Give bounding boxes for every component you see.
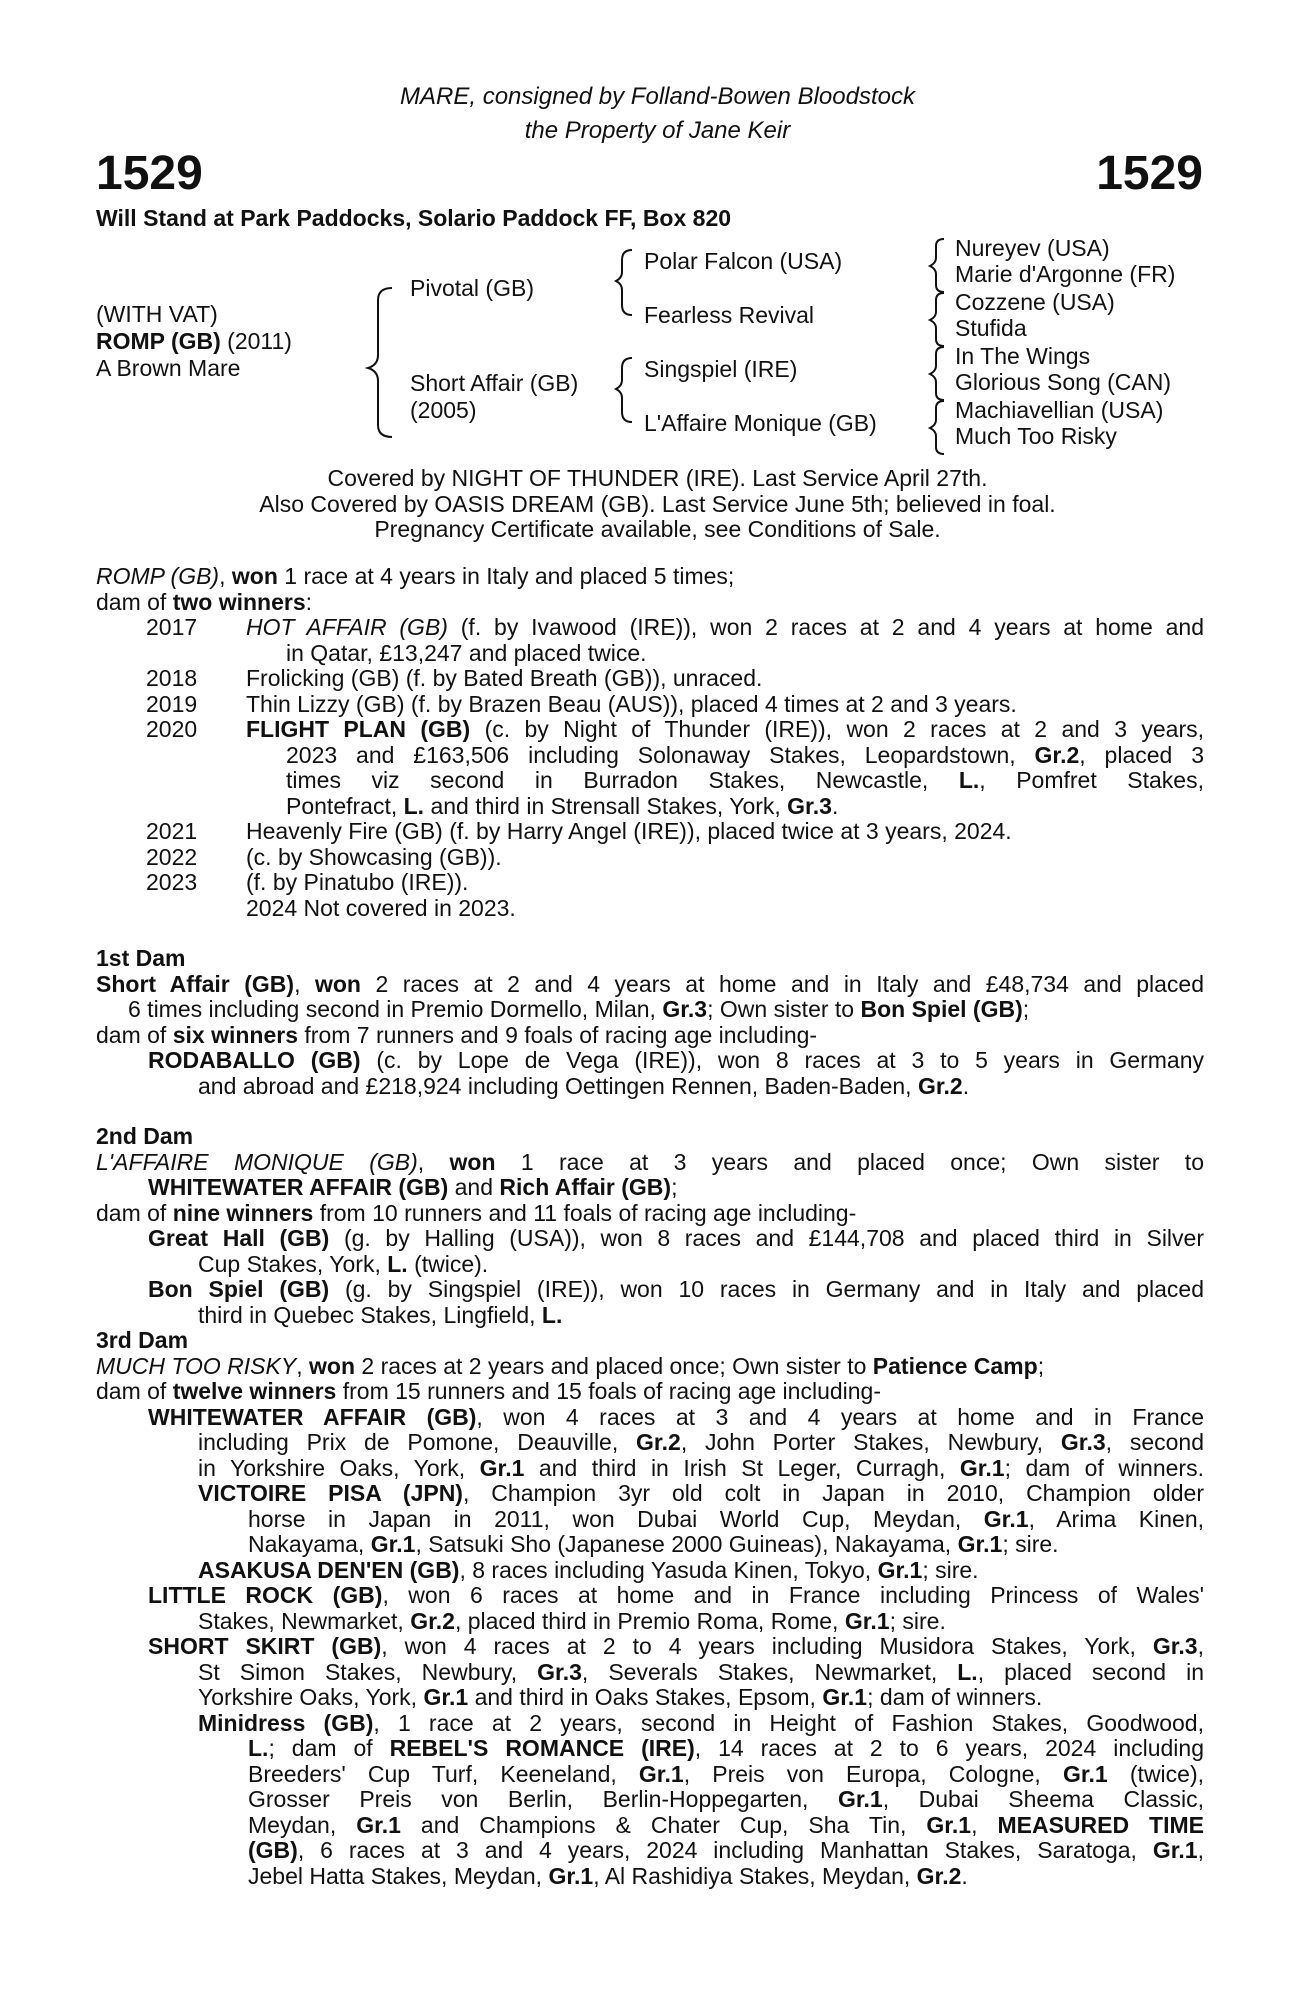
winners-count: nine winners [172,1199,314,1226]
runner-name: Great Hall (GB) [148,1225,330,1251]
dam-of: dam of [96,588,173,615]
grade: Gr.3 [662,996,708,1022]
dam-dam-dam: Much Too Risky [955,423,1117,449]
text: 2 races at 2 and 4 years at home and in Italy and £48,734 and placed [360,970,1205,997]
dam-line [96,1175,1204,1201]
text: , Severals Stakes, Newmarket, [581,1658,958,1685]
produce-line: Frolicking (GB) (f. by Bated Breath (GB)), unraced. [246,665,763,691]
text: (c. by Lope de Vega (IRE)), won 8 races at 3 to 5 years in Germany [360,1047,1204,1073]
grade: Gr.1 [959,1454,1005,1481]
produce-year: 2017 [146,614,198,640]
dam-line [96,1048,1204,1074]
runner-name: REBEL'S ROMANCE (IRE) [389,1735,695,1761]
text: (g. by Singspiel (IRE)), won 10 races in Germany and in Italy and placed [329,1276,1204,1302]
text: ; dam of [268,1735,390,1761]
produce-item [96,717,1204,819]
sibling-name: WHITEWATER AFFAIR (GB) [148,1174,449,1200]
grade: L. [541,1301,563,1328]
winners-count: twelve winners [172,1378,337,1404]
dam-line [96,1634,1204,1660]
text: 2 races at 2 years and placed once; Own sister to [355,1352,873,1379]
dam: Short Affair (GB) [410,370,579,396]
dam-line [96,1864,1204,1890]
text: , placed second in [977,1658,1204,1685]
dam-line [96,1685,1204,1711]
vat-note: (WITH VAT) [96,301,218,327]
text: third in Quebec Stakes, Lingfield, [198,1301,542,1328]
grade: Gr.1 [983,1505,1029,1532]
sibling-name: Patience Camp [872,1352,1038,1379]
dam-line [96,1226,1204,1252]
grade: L. [248,1735,269,1761]
text: , second [1105,1429,1204,1455]
dam-name: MUCH TOO RISKY [96,1352,297,1379]
produce-year: 2022 [146,843,198,870]
text: dam of [96,1378,173,1404]
produce-year: 2019 [146,690,198,717]
dam-line [96,1838,1204,1864]
won-label: won [231,563,278,589]
text: (g. by Halling (USA)), won 8 races and £144,708 and placed third in Silver [329,1225,1204,1251]
text: and third in Oaks Stakes, Epsom, [468,1684,823,1710]
dam-line [96,1430,1204,1456]
grade: Gr.2 [917,1072,963,1099]
text: 1 race at 3 years and placed once; Own sister to [495,1148,1204,1175]
grade: Gr.2 [916,1862,962,1889]
text: including Prix de Pomone, Deauville, [198,1429,637,1455]
dam-line [96,1711,1204,1737]
dam-dam: L'Affaire Monique (GB) [644,410,877,436]
sep: , [296,1352,309,1379]
produce-line: Thin Lizzy (GB) (f. by Brazen Beau (AUS)), placed 4 times at 2 and 3 years. [246,690,1017,717]
runner-name: ASAKUSA DEN'EN (GB) [198,1556,460,1583]
grade: Gr.1 [370,1531,416,1557]
text: , won 4 races at 2 to 4 years including Musidora Stakes, York, [381,1633,1153,1659]
dam-line [96,1023,1204,1049]
covering-line: Covered by NIGHT OF THUNDER (IRE). Last Service April 27th. [327,465,988,491]
produce-item [96,666,1204,692]
runner-name: SHORT SKIRT (GB) [148,1633,382,1659]
dam-sire: Singspiel (IRE) [644,356,798,382]
produce-line: times viz second in Burradon Stakes, Newcastle, L., Pomfret Stakes, [286,767,1204,793]
grade: Gr.1 [423,1684,469,1710]
dam-line [96,1303,1204,1329]
romp-produce-summary [96,590,1204,616]
produce-line: 2023 and £163,506 including Solonaway Stakes, Leopardstown, Gr.2, placed 3 [286,741,1204,768]
sire-dam: Fearless Revival [644,302,814,328]
produce-line: in Qatar, £13,247 and placed twice. [286,639,647,666]
grade: Gr.1 [822,1684,868,1710]
text: ; [671,1174,678,1200]
text: ; [1022,996,1030,1022]
grade: Gr.1 [479,1454,525,1481]
sire-sire: Polar Falcon (USA) [644,248,843,274]
stand-location: Will Stand at Park Paddocks, Solario Paddock FF, Box 820 [96,205,732,231]
grade: L. [387,1250,408,1277]
record-text: 1 race at 4 years in Italy and placed 5 times; [277,563,735,589]
sire-dam-sire: Cozzene (USA) [955,289,1115,315]
text: ; dam of winners. [1004,1454,1204,1481]
sire: Pivotal (GB) [410,275,534,301]
text: ; dam of winners. [867,1684,1043,1710]
text: , Arima Kinen, [1028,1505,1205,1532]
winners-count: six winners [172,1021,298,1048]
section-heading: 3rd Dam [96,1327,189,1353]
dam-name: L'AFFAIRE MONIQUE (GB) [96,1148,418,1175]
text: horse in Japan in 2011, won Dubai World Cup, Meydan, [248,1505,984,1532]
text: , Dubai Sheema Classic, [882,1786,1204,1812]
text: (twice). [407,1250,489,1277]
produce-text: HOT AFFAIR (GB) [246,614,448,640]
produce-item [96,896,1204,922]
runner-name: VICTOIRE PISA (JPN) [198,1480,463,1506]
produce-year [96,896,246,922]
text: , 14 races at 2 to 6 years, 2024 including [694,1735,1205,1761]
text: from 10 runners and 11 foals of racing age including- [313,1199,857,1226]
dam-line [96,1150,1204,1176]
produce-item [96,615,1204,666]
grade: Gr.1 [638,1760,684,1787]
produce-line: FLIGHT PLAN (GB) (c. by Night of Thunder (IRE)), won 2 races at 2 and 3 years, [246,716,1204,742]
won-label: won [314,970,361,997]
produce-list [96,615,1204,921]
sibling-name: Rich Affair (GB) [499,1174,672,1200]
consignor-line: MARE, consigned by Folland-Bowen Bloodstock [400,83,915,110]
sibling-name: Bon Spiel (GB) [860,996,1023,1022]
text: Cup Stakes, York, [198,1250,388,1277]
grade: L. [957,1658,978,1685]
grade: Gr.1 [877,1556,923,1583]
winners-count: two winners [172,588,306,615]
dam-line [96,1736,1204,1762]
text: ; sire. [1002,1531,1059,1557]
text: Grosser Preis von Berlin, Berlin-Hoppegarten, [248,1786,838,1812]
second-dam-section [96,1124,1204,1328]
text: , [971,1811,998,1838]
horse-description: A Brown Mare [96,355,241,381]
dam-line [96,1252,1204,1278]
dam-line [96,1379,1204,1405]
text: , [1197,1837,1204,1863]
produce-year: 2018 [146,665,198,691]
grade: Gr.3 [537,1658,582,1685]
won-label: won [449,1148,496,1175]
horse-name: ROMP (GB) [96,328,221,354]
first-dam-section [96,946,1204,1099]
dam-line [96,1660,1204,1686]
produce-year: 2023 [146,869,198,895]
text: and third in Irish St Leger, Curragh, [524,1454,960,1481]
text: dam of [96,1021,173,1048]
text: , [1197,1633,1204,1659]
covering-note [0,466,1315,543]
dam-line [96,1558,1204,1584]
produce-line: HOT AFFAIR (GB) (f. by Ivawood (IRE)), won 2 races at 2 and 4 years at home and [246,614,1204,640]
text: , Champion 3yr old colt in Japan in 2010, Champion older [462,1480,1204,1506]
runner-name: Minidress (GB) [198,1709,374,1736]
text: , 8 races including Yasuda Kinen, Tokyo, [459,1556,878,1583]
text: and Champions & Chater Cup, Sha Tin, [400,1811,927,1838]
grade: Gr.1 [1062,1760,1108,1787]
produce-item [96,692,1204,718]
text: Nakayama, [248,1531,371,1557]
colon: : [305,588,313,615]
sep: , [417,1148,450,1175]
grade: Gr.2 [410,1607,455,1634]
grade: Gr.2 [636,1429,681,1455]
dam-line [96,1456,1204,1482]
section-heading: 1st Dam [96,945,186,971]
horse-year: (2011) [220,328,292,354]
produce-item [96,845,1204,871]
dam-line [96,1787,1204,1813]
property-line: the Property of Jane Keir [524,117,791,144]
produce-year: 2020 [146,716,198,742]
section-heading: 2nd Dam [96,1123,194,1149]
runner-name: LITTLE ROCK (GB) [148,1582,383,1608]
produce-line: (c. by Showcasing (GB)). [246,843,502,870]
text: 6 times including second in Premio Dormello, Milan, [128,996,663,1022]
grade: Gr.3 [1152,1633,1198,1659]
text: from 15 runners and 15 foals of racing age including- [336,1378,881,1404]
dam-line [96,1354,1204,1380]
text: and abroad and £218,924 including Oettingen Rennen, Baden-Baden, [198,1072,918,1099]
text: (twice), [1107,1760,1204,1787]
text: , Satsuki Sho (Japanese 2000 Guineas), Nakayama, [415,1531,958,1557]
dam-line [96,1201,1204,1227]
covering-line: Also Covered by OASIS DREAM (GB). Last Service June 5th; believed in foal. [259,490,1056,517]
dam-name: Short Affair (GB) [96,970,295,997]
text: , 1 race at 2 years, second in Height of Fashion Stakes, Goodwood, [373,1709,1204,1736]
text: St Simon Stakes, Newbury, [198,1658,538,1685]
dam-line [96,1481,1204,1507]
dam-line [96,1074,1204,1100]
runner-name: (GB) [248,1837,298,1863]
text: , Al Rashidiya Stakes, Meydan, [593,1862,917,1889]
dam-line [96,1277,1204,1303]
grade: Gr.1 [844,1607,890,1634]
dam-line [96,1532,1204,1558]
text: ; sire. [889,1607,946,1634]
produce-year: 2021 [146,818,198,844]
lot-number-right: 1529 [1096,147,1203,200]
lot-number-left: 1529 [96,147,203,200]
text: , Preis von Europa, Cologne, [683,1760,1063,1787]
text: , John Porter Stakes, Newbury, [680,1429,1061,1455]
grade: Gr.3 [1060,1429,1106,1455]
catalogue-body [96,564,1204,1889]
dam-line [96,1609,1204,1635]
sire-dam-dam: Stufida [955,315,1027,341]
text: Breeders' Cup Turf, Keeneland, [248,1760,639,1787]
produce-item [96,819,1204,845]
dam-sire-sire: In The Wings [955,343,1091,369]
grade: Gr.1 [926,1811,972,1838]
text: Stakes, Newmarket, [198,1607,411,1634]
text: , won 6 races at home and in France including Princess of Wales' [382,1582,1204,1608]
text: and [448,1174,500,1200]
third-dam-section [96,1328,1204,1889]
runner-name: Bon Spiel (GB) [148,1276,330,1302]
text: Yorkshire Oaks, York, [198,1684,424,1710]
grade: Gr.1 [837,1786,883,1812]
produce-line: (f. by Pinatubo (IRE)). [246,869,469,895]
dam-year: (2005) [410,397,477,423]
text: ; sire. [922,1556,979,1583]
covering-line: Pregnancy Certificate available, see Conditions of Sale. [374,516,941,542]
text: . [962,1072,970,1099]
mare-name: ROMP (GB) [96,563,220,589]
dam-line [96,972,1204,998]
dam-line [96,1405,1204,1431]
produce-item [96,870,1204,896]
produce-line: Pontefract, L. and third in Strensall Stakes, York, Gr.3. [286,792,839,819]
dam-line [96,1762,1204,1788]
text: in Yorkshire Oaks, York, [198,1454,480,1481]
sep: , [294,970,315,997]
grade: Gr.1 [1152,1837,1198,1863]
text: , placed third in Premio Roma, Rome, [454,1607,845,1634]
dam-dam-sire: Machiavellian (USA) [955,397,1164,423]
text: Jebel Hatta Stakes, Meydan, [248,1862,549,1889]
dam-line [96,1583,1204,1609]
dam-line [96,1813,1204,1839]
text: . [961,1862,968,1889]
text: Meydan, [248,1811,357,1838]
won-label: won [309,1352,355,1379]
grade: Gr.1 [548,1862,594,1889]
runner-name: WHITEWATER AFFAIR (GB) [148,1403,477,1430]
text: ; Own sister to [707,996,861,1022]
produce-line: 2024 Not covered in 2023. [246,894,516,921]
grade: Gr.1 [356,1811,401,1838]
sire-sire-sire: Nureyev (USA) [955,235,1110,261]
dam-sire-dam: Glorious Song (CAN) [955,369,1172,395]
grade: Gr.1 [957,1531,1003,1557]
text: from 7 runners and 9 foals of racing age including- [298,1021,818,1048]
romp-record: ROMP (GB), won 1 race at 4 years in Italy and placed 5 times; [96,563,735,589]
text: , won 4 races at 3 and 4 years at home and in France [476,1403,1204,1430]
dam-line [96,1507,1204,1533]
dam-line [96,997,1204,1023]
runner-name: RODABALLO (GB) [148,1047,361,1073]
text: ; [1037,1352,1045,1379]
runner-name: MEASURED TIME [997,1811,1204,1838]
produce-line: Heavenly Fire (GB) (f. by Harry Angel (IRE)), placed twice at 3 years, 2024. [246,818,1012,844]
text: , 6 races at 3 and 4 years, 2024 including Manhattan Stakes, Saratoga, [297,1837,1153,1863]
text: dam of [96,1199,173,1226]
sire-sire-dam: Marie d'Argonne (FR) [955,261,1176,287]
